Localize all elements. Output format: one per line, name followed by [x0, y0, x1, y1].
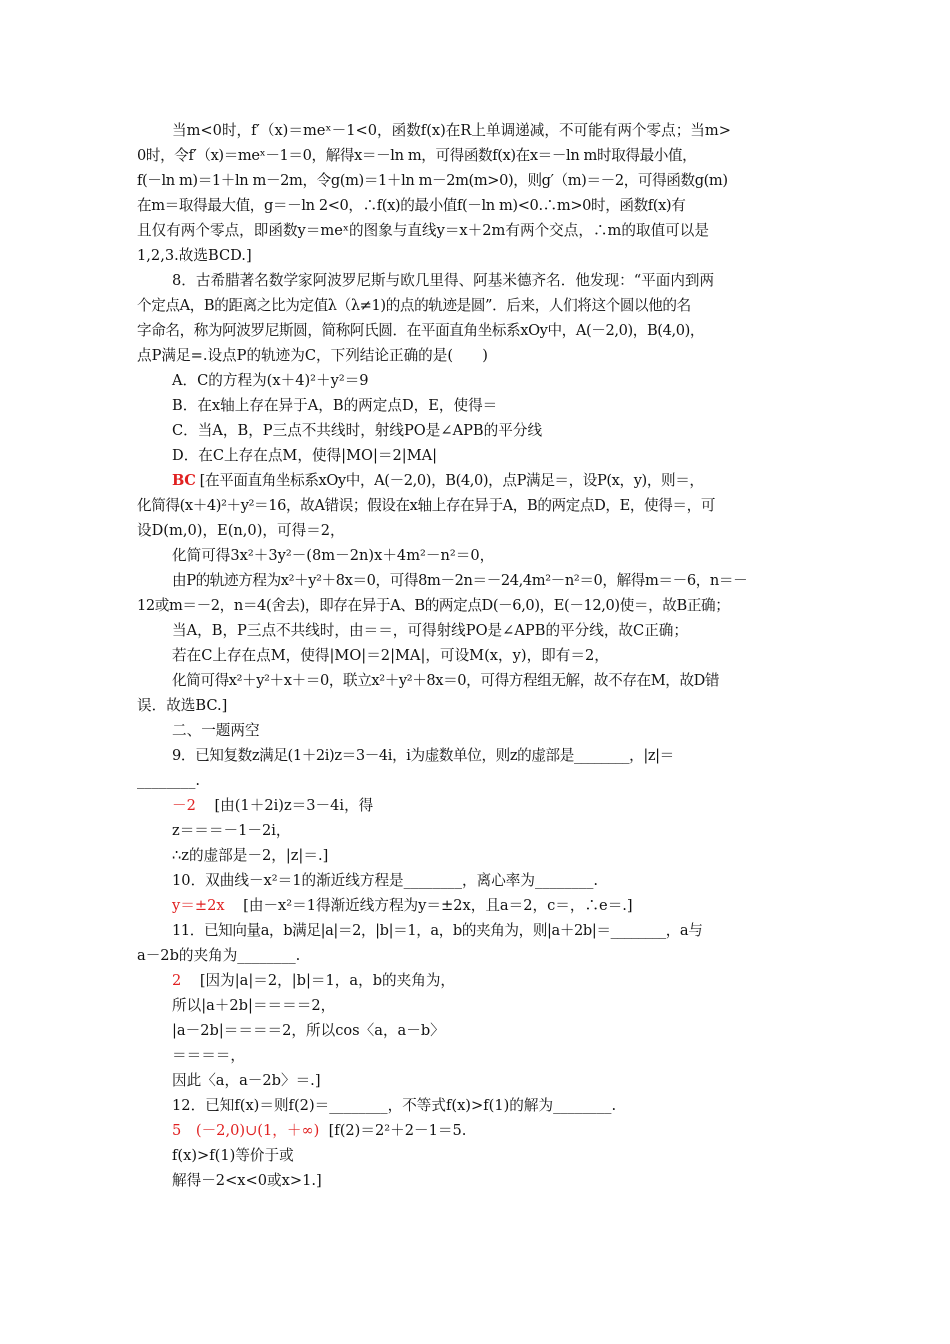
text-line: 0时，令f′（x)＝meˣ－1＝0，解得x＝－ln m，可得函数f(x)在x＝－ln m时取得最小值， [137, 147, 697, 164]
text-line: 化简可得3x²＋3y²－(8m－2n)x＋4m²－n²＝0， [172, 547, 495, 564]
option-c: C．当A，B，P三点不共线时，射线PO是∠APB的平分线 [172, 422, 543, 439]
question-10-stem: 10．双曲线－x²＝1的渐近线方程是________，离心率为________. [172, 872, 599, 889]
text-line: 当A，B，P三点不共线时，由＝＝，可得射线PO是∠APB的平分线，故C正确； [172, 622, 688, 639]
option-b: B．在x轴上存在异于A，B的两定点D，E，使得＝ [172, 397, 498, 414]
text-line: 且仅有两个零点，即函数y＝meˣ的图象与直线y＝x＋2m有两个交点，∴m的取值可以是 [137, 222, 709, 239]
text-line: ________. [137, 772, 201, 789]
answer-line [172, 971, 455, 991]
text-line: 由P的轨迹方程为x²＋y²＋8x＝0，可得8m－2n＝－24,4m²－n²＝0，解得m＝－6，n＝－ [172, 572, 748, 589]
text-line: 在m＝取得最大值，g＝－ln 2<0，∴f(x)的最小值f(－ln m)<0.∴m>0时，函数f(x)有 [137, 197, 686, 214]
text-line: 12或m＝－2，n＝4(舍去)，即存在异于A、B的两定点D(－6,0)，E(－12,0)使＝，故B正确； [137, 597, 730, 614]
text-line: |a－2b|＝＝＝＝2，所以cos〈a，a－b〉 [172, 1022, 445, 1039]
answer-label: 5 (－2,0)∪(1，＋∞) [172, 1122, 320, 1139]
answer-label: y＝±2x [172, 897, 225, 914]
text-line: 个定点A，B的距离之比为定值λ（λ≠1)的点的轨迹是圆”．后来，人们将这个圆以他的名 [137, 297, 691, 314]
text-line: 因此〈a，a－2b〉＝.] [172, 1072, 321, 1089]
answer-line [172, 896, 633, 916]
answer-line [172, 1121, 466, 1141]
option-a: A．C的方程为(x＋4)²＋y²＝9 [172, 372, 369, 389]
answer-explanation: [由－x²＝1得渐近线方程为y＝±2x，且a＝2，c＝，∴e＝.] [243, 897, 633, 914]
answer-explanation: [在平面直角坐标系xOy中，A(－2,0)，B(4,0)，点P满足＝，设P(x，y)，则＝， [199, 472, 704, 489]
answer-explanation: [因为|a|＝2，|b|＝1，a，b的夹角为， [199, 972, 456, 989]
text-line: 设D(m,0)，E(n,0)，可得＝2， [137, 522, 345, 539]
text-line: 化简得(x＋4)²＋y²＝16，故A错误；假设在x轴上存在异于A，B的两定点D，E，使得＝，可 [137, 497, 716, 514]
answer-explanation: [f(2)＝2²＋2－1＝5. [328, 1122, 467, 1139]
text-line: 若在C上存在点M，使得|MO|＝2|MA|，可设M(x，y)，即有＝2， [172, 647, 609, 664]
text-line: a－2b的夹角为________. [137, 947, 301, 964]
text-line: 误．故选BC.] [137, 697, 228, 714]
answer-label: －2 [172, 797, 196, 814]
question-9-stem: 9．已知复数z满足(1＋2i)z＝3－4i，i为虚数单位，则z的虚部是________，|z|＝ [172, 747, 674, 764]
text-line: ＝＝＝＝， [172, 1047, 245, 1064]
text-line: 点P满足=.设点P的轨迹为C，下列结论正确的是( ) [137, 347, 488, 364]
answer-label: 2 [172, 972, 182, 989]
answer-explanation: [由(1＋2i)z＝3－4i，得 [214, 797, 374, 814]
question-12-stem: 12．已知f(x)＝则f(2)＝________，不等式f(x)>f(1)的解为________. [172, 1097, 617, 1114]
text-line: z＝＝＝－1－2i， [172, 822, 291, 839]
text-line: 当m<0时，f′（x)＝meˣ－1<0，函数f(x)在R上单调递减，不可能有两个零点；当m> [172, 122, 731, 139]
answer-line [172, 796, 373, 816]
text-line: ∴z的虚部是－2，|z|＝.] [172, 847, 329, 864]
answer-line [172, 471, 704, 491]
text-line: f(－ln m)＝1＋ln m－2m，令g(m)＝1＋ln m－2m(m>0)，则g′（m)＝－2，可得函数g(m) [137, 172, 728, 189]
option-d: D．在C上存在点M，使得|MO|＝2|MA| [172, 447, 438, 464]
answer-label: BC [172, 472, 196, 489]
text-line: 1,2,3.故选BCD.] [137, 247, 252, 264]
question-8-stem: 8．古希腊著名数学家阿波罗尼斯与欧几里得、阿基米德齐名．他发现：“平面内到两 [172, 272, 715, 289]
text-line: 字命名，称为阿波罗尼斯圆，简称阿氏圆．在平面直角坐标系xOy中，A(－2,0)，B(4,0)， [137, 322, 705, 339]
text-line: 所以|a＋2b|＝＝＝＝2， [172, 997, 336, 1014]
text-line: 化简可得x²＋y²＋x＋＝0，联立x²＋y²＋8x＝0，可得方程组无解，故不存在M，故D错 [172, 672, 720, 689]
text-line: f(x)>f(1)等价于或 [172, 1147, 294, 1164]
text-line: 解得－2<x<0或x>1.] [172, 1172, 322, 1189]
question-11-stem: 11．已知向量a，b满足|a|＝2，|b|＝1，a，b的夹角为，则|a＋2b|＝________，a与 [172, 922, 703, 939]
section-heading: 二、一题两空 [172, 722, 260, 739]
